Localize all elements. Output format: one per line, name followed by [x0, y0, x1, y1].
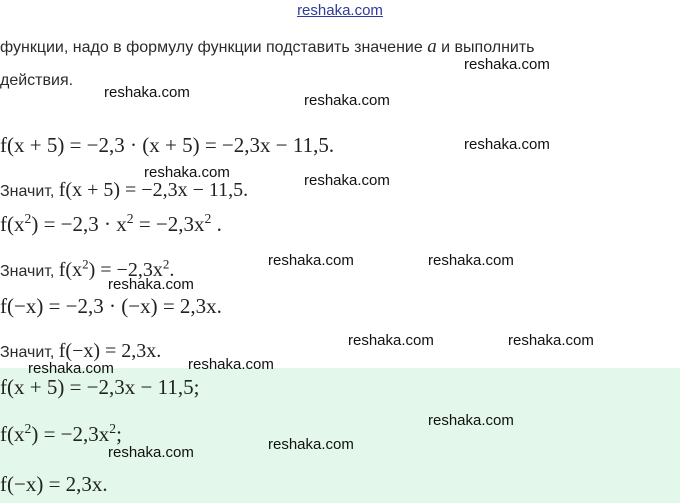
intro-line-1 [0, 36, 535, 58]
conclusion-word: Значит, [0, 183, 59, 200]
formula-part: ) = −2,3x [88, 259, 163, 281]
step3-formula: f(−x) = −2,3 · (−x) = 2,3x. [0, 294, 222, 318]
watermark: reshaka.com [464, 136, 550, 153]
formula-part: ; [116, 422, 122, 446]
exponent: 2 [109, 421, 117, 436]
intro-text-b: и выполнить [436, 39, 535, 56]
watermark: reshaka.com [464, 56, 550, 73]
conclusion-formula: f(x + 5) = −2,3x − 11,5. [58, 179, 249, 201]
formula-part: ) = −2,3x [31, 422, 110, 446]
formula-part: = −2,3x [133, 212, 205, 236]
watermark: reshaka.com [108, 276, 194, 293]
exponent: 2 [204, 211, 212, 226]
conclusion-word: Значит, [0, 263, 59, 280]
watermark: reshaka.com [104, 84, 190, 101]
watermark: reshaka.com [304, 172, 390, 189]
answer-line-3: f(−x) = 2,3x. [0, 472, 108, 496]
step2-formula [0, 212, 222, 237]
formula-part: f(x [58, 259, 83, 281]
answer-line-2 [0, 422, 122, 447]
conclusion-word: Значит, [0, 344, 59, 361]
intro-line-2: действия. [0, 72, 74, 89]
exponent: 2 [126, 211, 134, 226]
formula-part: . [169, 259, 175, 281]
conclusion-formula: f(−x) = 2,3x. [58, 340, 162, 362]
watermark: reshaka.com [188, 356, 274, 373]
site-link[interactable]: reshaka.com [297, 2, 383, 19]
exponent: 2 [24, 211, 32, 226]
watermark: reshaka.com [144, 164, 230, 181]
watermark: reshaka.com [268, 252, 354, 269]
watermark: reshaka.com [268, 436, 354, 453]
exponent: 2 [162, 256, 170, 272]
formula-part: f(x [0, 422, 25, 446]
watermark: reshaka.com [108, 444, 194, 461]
watermark: reshaka.com [428, 412, 514, 429]
answer-line-1: f(x + 5) = −2,3x − 11,5; [0, 375, 200, 399]
step1-conclusion [0, 179, 248, 202]
watermark: reshaka.com [508, 332, 594, 349]
intro-text-a: функции, надо в формулу функции подставить значение [0, 39, 428, 56]
formula-part: ) = −2,3 · x [31, 212, 127, 236]
watermark: reshaka.com [28, 360, 114, 377]
step1-formula: f(x + 5) = −2,3 · (x + 5) = −2,3x − 11,5. [0, 133, 335, 157]
formula-part: . [211, 212, 222, 236]
watermark: reshaka.com [304, 92, 390, 109]
intro-variable: a [427, 36, 437, 57]
exponent: 2 [24, 421, 32, 436]
watermark: reshaka.com [348, 332, 434, 349]
exponent: 2 [82, 256, 89, 272]
formula-part: f(x [0, 212, 25, 236]
watermark: reshaka.com [428, 252, 514, 269]
